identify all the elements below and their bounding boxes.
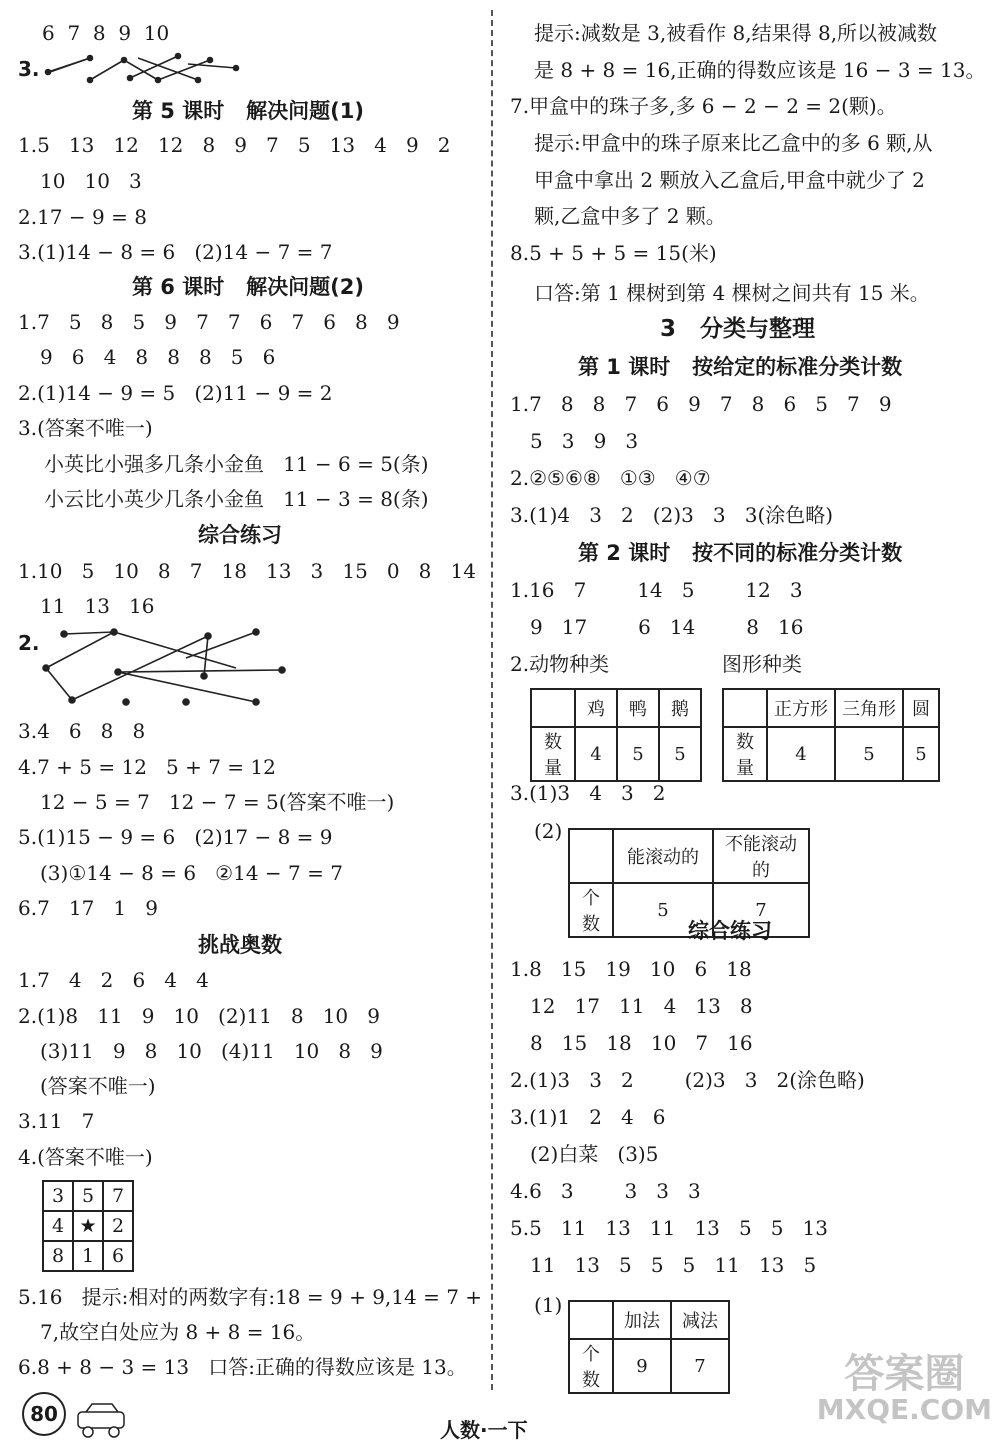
table-cell: 5 — [835, 727, 903, 781]
grid-cell: 7 — [103, 1181, 133, 1211]
tiaozhan-q4: 4.(答案不唯一) — [18, 1145, 153, 1169]
unit3-lesson2-heading: 第 2 课时 按不同的标准分类计数 — [578, 541, 903, 565]
operation-count-table — [568, 1300, 730, 1394]
tiaozhan-q3: 3.11 7 — [18, 1109, 95, 1133]
u3l2-q1-cont: 9 17 6 14 8 16 — [530, 615, 804, 639]
zonghe2-q3: 3.(1)1 2 4 6 — [510, 1105, 666, 1129]
hint-line-2: 是 8 + 8 = 16,正确的得数应该是 16 − 3 = 13。 — [534, 58, 986, 82]
grid-cell-star: ★ — [73, 1211, 103, 1241]
table-cell: 9 — [613, 1339, 671, 1393]
zonghe2-q5: 5.5 11 13 11 13 5 5 13 — [510, 1216, 829, 1240]
lesson5-q1: 1.5 13 12 12 8 9 7 5 13 4 9 2 — [18, 133, 451, 157]
matching-diagram-middle — [36, 626, 286, 706]
zonghe1-q1-cont: 11 13 16 — [40, 594, 155, 618]
u3l2-q2-shape-label: 图形种类 — [722, 652, 802, 676]
table-cell: 4 — [767, 727, 835, 781]
grid-cell: 2 — [103, 1211, 133, 1241]
lesson5-q3: 3.(1)14 − 8 = 6 (2)14 − 7 = 7 — [18, 240, 333, 264]
q7-hint-3: 颗,乙盒中多了 2 颗。 — [534, 204, 726, 228]
zonghe1-q4: 4.7 + 5 = 12 5 + 7 = 12 — [18, 755, 276, 779]
u3l1-q2: 2.②⑤⑥⑧ ①③ ④⑦ — [510, 466, 711, 490]
q7-hint-1: 提示:甲盒中的珠子原来比乙盒中的多 6 颗,从 — [534, 131, 933, 155]
watermark-logo — [817, 1342, 992, 1426]
lesson5-q2: 2.17 − 9 = 8 — [18, 205, 147, 229]
table-corner — [531, 689, 575, 727]
zonghe2-q4: 4.6 3 3 3 3 — [510, 1179, 701, 1203]
zonghe2-q2: 2.(1)3 3 2 (2)3 3 2(涂色略) — [510, 1068, 865, 1092]
table-row-label: 个数 — [569, 1339, 613, 1393]
table-header: 圆 — [903, 689, 939, 727]
tiaozhan-heading: 挑战奥数 — [198, 933, 282, 957]
u3l2-q3-part2: (2) — [534, 819, 563, 843]
grid-cell: 1 — [73, 1241, 103, 1271]
zonghe1-q1: 1.10 5 10 8 7 18 13 3 15 0 8 14 — [18, 559, 476, 583]
hint-line-1: 提示:减数是 3,被看作 8,结果得 8,所以被减数 — [534, 21, 938, 45]
zonghe1-q5: 5.(1)15 − 9 = 6 (2)17 − 8 = 9 — [18, 825, 333, 849]
zonghe-heading-2: 综合练习 — [688, 919, 772, 943]
table-cell: 5 — [613, 883, 713, 937]
table-row-label: 数量 — [723, 727, 767, 781]
tiaozhan-q6: 6.8 + 8 − 3 = 13 口答:正确的得数应该是 13。 — [18, 1355, 467, 1379]
grid-cell: 5 — [73, 1181, 103, 1211]
q7-answer: 7.甲盒中的珠子多,多 6 − 2 − 2 = 2(颗)。 — [510, 94, 897, 118]
lesson5-heading: 第 5 课时 解决问题(1) — [132, 99, 364, 123]
zonghe1-q4-cont: 12 − 5 = 7 12 − 7 = 5(答案不唯一) — [40, 790, 395, 814]
table-cell: 7 — [713, 883, 809, 937]
u3l1-q1: 1.7 8 8 7 6 9 7 8 6 5 7 9 — [510, 392, 892, 416]
zonghe1-q3: 3.4 6 8 8 — [18, 719, 146, 743]
zonghe2-q5-cont: 11 13 5 5 5 11 13 5 — [530, 1253, 817, 1277]
animal-count-table — [530, 688, 702, 782]
lesson6-q3-a: 小英比小强多几条小金鱼 11 − 6 = 5(条) — [44, 452, 429, 476]
zonghe1-q5-cont: (3)①14 − 8 = 6 ②14 − 7 = 7 — [40, 861, 343, 885]
u3l1-q1-cont: 5 3 9 3 — [530, 429, 639, 453]
table-cell: 5 — [617, 727, 659, 781]
zonghe2-q1-cont2: 8 15 18 10 7 16 — [530, 1031, 753, 1055]
matching-diagram-top — [38, 50, 248, 84]
magic-square-grid — [42, 1180, 134, 1272]
u3l2-q1: 1.16 7 14 5 12 3 — [510, 578, 803, 602]
q3-number: 3. — [18, 57, 40, 81]
table-header: 鸡 — [575, 689, 617, 727]
table-row-label: 数量 — [531, 727, 575, 781]
table-header: 加法 — [613, 1301, 671, 1339]
table-row-label: 个数 — [569, 883, 613, 937]
zonghe2-q3-cont: (2)白菜 (3)5 — [530, 1142, 659, 1166]
zonghe1-q2-number: 2. — [18, 631, 40, 655]
table-header: 鹅 — [659, 689, 701, 727]
column-divider — [491, 10, 493, 1390]
u3l2-q2-animal-label: 2.动物种类 — [510, 652, 610, 676]
tiaozhan-q5: 5.16 提示:相对的两数字有:18 = 9 + 9,14 = 7 + — [18, 1285, 483, 1309]
table-header: 鸭 — [617, 689, 659, 727]
table-cell: 5 — [903, 727, 939, 781]
zonghe2-q1: 1.8 15 19 10 6 18 — [510, 957, 752, 981]
tiaozhan-q2-note: (答案不唯一) — [40, 1074, 156, 1098]
top-numbers-line: 6 7 8 9 10 — [42, 21, 170, 45]
footer-subject: 人数·一下 — [440, 1418, 528, 1442]
u3l2-q3: 3.(1)3 4 3 2 — [510, 781, 666, 805]
u3l1-q3: 3.(1)4 3 2 (2)3 3 3(涂色略) — [510, 503, 834, 527]
table-header: 能滚动的 — [613, 829, 713, 883]
unit3-lesson1-heading: 第 1 课时 按给定的标准分类计数 — [578, 355, 903, 379]
tiaozhan-q1: 1.7 4 2 6 4 4 — [18, 968, 209, 992]
grid-cell: 8 — [43, 1241, 73, 1271]
table-header: 不能滚动的 — [713, 829, 809, 883]
table-cell: 4 — [575, 727, 617, 781]
zonghe2-q5-part1: (1) — [534, 1293, 563, 1317]
zonghe2-q1-cont1: 12 17 11 4 13 8 — [530, 994, 753, 1018]
grid-cell: 4 — [43, 1211, 73, 1241]
grid-cell: 6 — [103, 1241, 133, 1271]
zonghe1-q6: 6.7 17 1 9 — [18, 896, 158, 920]
zonghe-heading-1: 综合练习 — [198, 523, 282, 547]
page-number-badge: 80 — [22, 1392, 66, 1436]
lesson6-heading: 第 6 课时 解决问题(2) — [132, 275, 364, 299]
lesson6-q3-b: 小云比小英少几条小金鱼 11 − 3 = 8(条) — [44, 487, 429, 511]
q8-oral: 口答:第 1 棵树到第 4 棵树之间共有 15 米。 — [534, 281, 930, 305]
table-header: 三角形 — [835, 689, 903, 727]
table-corner — [569, 829, 613, 883]
table-header: 正方形 — [767, 689, 835, 727]
tiaozhan-q2-cont: (3)11 9 8 10 (4)11 10 8 9 — [40, 1039, 383, 1063]
watermark-url: MXQE.COM — [816, 1393, 992, 1426]
shape-count-table — [722, 688, 940, 782]
lesson5-q1-cont: 10 10 3 — [40, 169, 142, 193]
watermark-text: 答案圈 — [844, 1351, 965, 1397]
lesson6-q1-cont: 9 6 4 8 8 8 5 6 — [40, 345, 276, 369]
tiaozhan-q2: 2.(1)8 11 9 10 (2)11 8 10 9 — [18, 1004, 380, 1028]
tiaozhan-q5-cont: 7,故空白处应为 8 + 8 = 16。 — [40, 1320, 316, 1344]
table-corner — [569, 1301, 613, 1339]
unit3-heading: 3 分类与整理 — [660, 316, 816, 342]
table-corner — [723, 689, 767, 727]
table-cell: 7 — [671, 1339, 729, 1393]
q7-hint-2: 甲盒中拿出 2 颗放入乙盒后,甲盒中就少了 2 — [534, 168, 925, 192]
q8-answer: 8.5 + 5 + 5 = 15(米) — [510, 241, 717, 265]
lesson6-q1: 1.7 5 8 5 9 7 7 6 7 6 8 9 — [18, 310, 400, 334]
lesson6-q3: 3.(答案不唯一) — [18, 416, 153, 440]
table-cell: 5 — [659, 727, 701, 781]
lesson6-q2: 2.(1)14 − 9 = 5 (2)11 − 9 = 2 — [18, 381, 333, 405]
car-icon — [72, 1400, 132, 1440]
table-header: 减法 — [671, 1301, 729, 1339]
grid-cell: 3 — [43, 1181, 73, 1211]
